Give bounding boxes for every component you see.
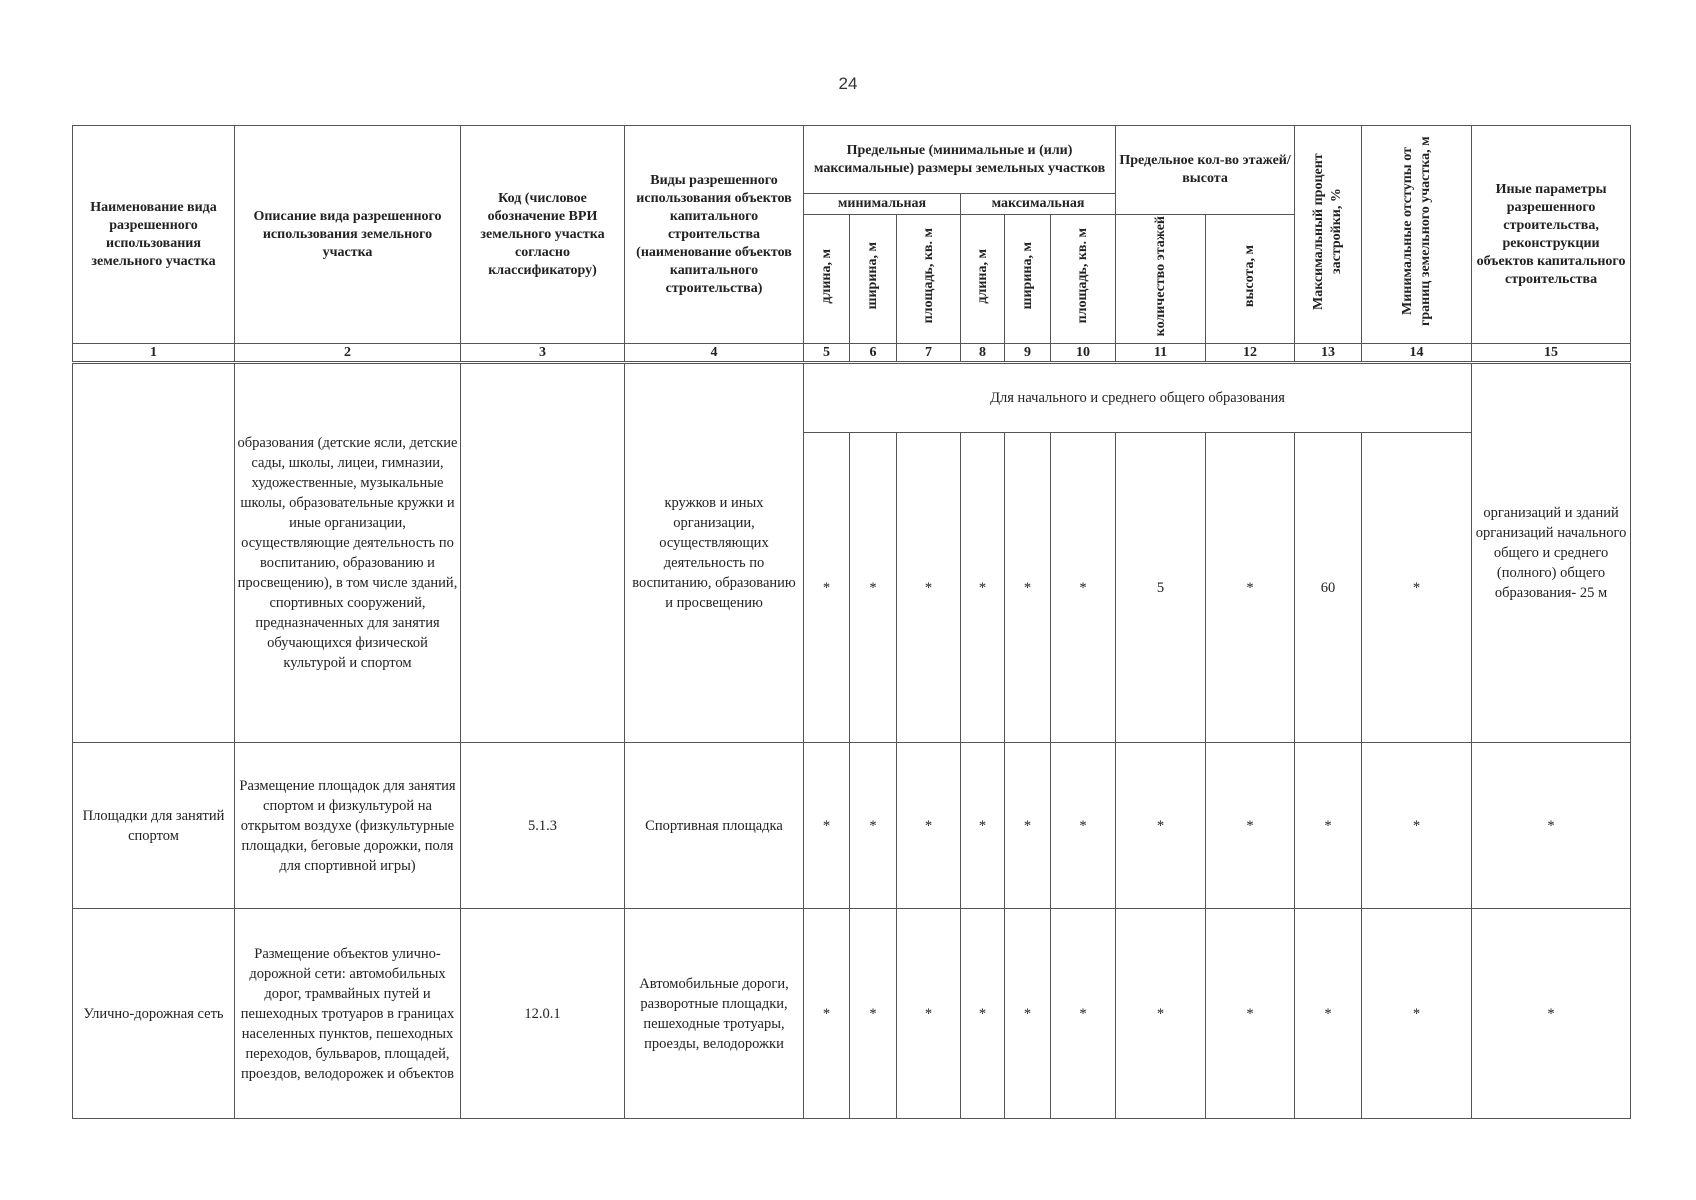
col-number: 10 [1051,344,1116,363]
cell-value: * [1362,909,1472,1119]
header-code: Код (числовое обозначение ВРИ земельного участка согласно классификатору) [461,126,625,344]
cell-value: * [1362,743,1472,909]
row-name: Площадки для занятий спортом [73,743,235,909]
col-number: 6 [850,344,897,363]
row-description: Размещение объектов улично-дорожной сети: автомобильных дорог, трамвайных путей и пешеходных тротуаров в границах населенных пунктов, пешеходных переходов, бульваров, площадей, проездов, велодорожек и объектов [235,909,461,1119]
cell-value: * [804,433,850,743]
header-max-width: ширина, м [1005,215,1051,344]
cell-value: * [1206,433,1295,743]
page-number: 24 [838,74,858,93]
cell-value: * [850,433,897,743]
row-objects: Автомобильные дороги, разворотные площадки, пешеходные тротуары, проезды, велодорожки [625,909,804,1119]
cell-value: * [1005,909,1051,1119]
cell-value: * [1206,909,1295,1119]
cell-value: * [897,433,961,743]
regulations-table [72,125,1631,1119]
col-number: 3 [461,344,625,363]
cell-value: 5 [1116,433,1206,743]
row-code [461,363,625,743]
col-number: 11 [1116,344,1206,363]
column-numbers-row [73,344,1631,363]
row-name [73,363,235,743]
col-number: 15 [1472,344,1631,363]
header-size-group: Предельные (минимальные и (или) максимальные) размеры земельных участков [804,126,1116,194]
col-number: 1 [73,344,235,363]
table-row [73,743,1631,909]
col-number: 12 [1206,344,1295,363]
cell-value: * [1116,909,1206,1119]
row-name: Улично-дорожная сеть [73,909,235,1119]
cell-value: * [804,909,850,1119]
cell-value: * [961,909,1005,1119]
header-building-percent: Максимальный процент застройки, % [1295,126,1362,344]
cell-value: 60 [1295,433,1362,743]
row-objects: кружков и иных организации, осуществляющих деятельность по воспитанию, образованию и просвещению [625,363,804,743]
cell-value: * [1051,909,1116,1119]
row-other: * [1472,909,1631,1119]
row-description: образования (детские ясли, детские сады, школы, лицеи, гимназии, художественные, музыкальные школы, образовательные кружки и иные организации, осуществляющие деятельность по воспитанию, образованию и просвещению), в том числе зданий, спортивных сооружений, предназначенных для занятия обучающихся физической культурой и спортом [235,363,461,743]
cell-value: * [1005,433,1051,743]
cell-value: * [897,743,961,909]
header-floors: количество этажей [1116,215,1206,344]
cell-value: * [1295,909,1362,1119]
cell-value: * [1295,743,1362,909]
cell-value: * [897,909,961,1119]
col-number: 13 [1295,344,1362,363]
cell-value: * [804,743,850,909]
cell-value: * [961,743,1005,909]
col-number: 8 [961,344,1005,363]
col-number: 9 [1005,344,1051,363]
col-number: 5 [804,344,850,363]
header-setbacks: Минимальные отступы от границ земельного участка, м [1362,126,1472,344]
col-number: 2 [235,344,461,363]
header-other: Иные параметры разрешенного строительства, реконструкции объектов капитального строительства [1472,126,1631,344]
row-code: 12.0.1 [461,909,625,1119]
cell-value: * [1051,433,1116,743]
cell-value: * [1005,743,1051,909]
cell-value: * [1206,743,1295,909]
cell-value: * [961,433,1005,743]
row-objects: Спортивная площадка [625,743,804,909]
header-description: Описание вида разрешенного использования земельного участка [235,126,461,344]
header-min-width: ширина, м [850,215,897,344]
col-number: 14 [1362,344,1472,363]
header-height: высота, м [1206,215,1295,344]
header-max-area: площадь, кв. м [1051,215,1116,344]
row-code: 5.1.3 [461,743,625,909]
header-max-length: длина, м [961,215,1005,344]
header-objects: Виды разрешенного использования объектов капитального строительства (наименование объектов капитального строительства) [625,126,804,344]
header-min-length: длина, м [804,215,850,344]
col-number: 4 [625,344,804,363]
cell-value: * [1362,433,1472,743]
header-min: минимальная [804,194,961,215]
table-row [73,363,1631,433]
header-floors-group: Предельное кол-во этажей/высота [1116,126,1295,215]
row-other: * [1472,743,1631,909]
header-min-area: площадь, кв. м [897,215,961,344]
cell-value: * [1116,743,1206,909]
row-description: Размещение площадок для занятия спортом и физкультурой на открытом воздухе (физкультурные площадки, беговые дорожки, поля для спортивной игры) [235,743,461,909]
cell-value: * [850,743,897,909]
row-other: организаций и зданий организаций начального общего и среднего (полного) общего образования- 25 м [1472,363,1631,743]
row-span-note: Для начального и среднего общего образования [804,363,1472,433]
cell-value: * [1051,743,1116,909]
col-number: 7 [897,344,961,363]
table-row [73,909,1631,1119]
header-max: максимальная [961,194,1116,215]
cell-value: * [850,909,897,1119]
header-name: Наименование вида разрешенного использования земельного участка [73,126,235,344]
